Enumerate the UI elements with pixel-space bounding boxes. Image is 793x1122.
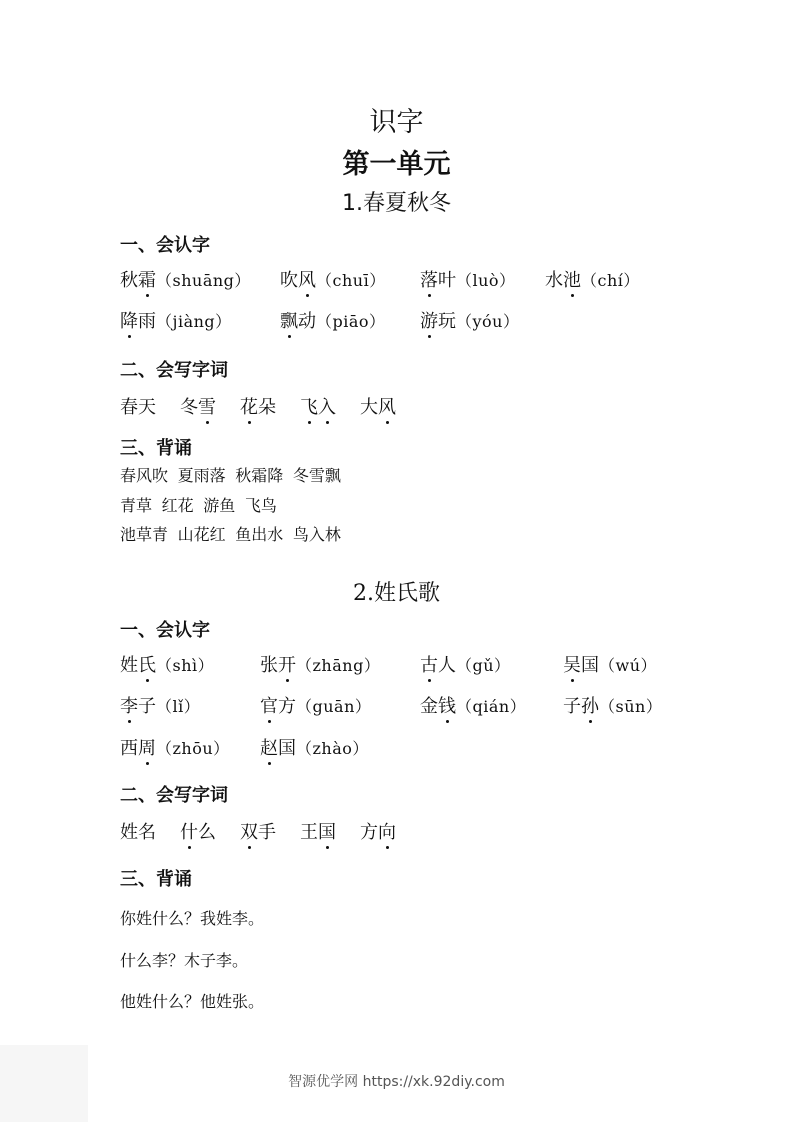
lesson2-section-recite: 三、背诵 (120, 869, 192, 890)
recite-line: 他姓什么？他姓张。 (120, 992, 265, 1011)
word-item: 方向 (360, 818, 396, 844)
unit-title: 第一单元 (342, 149, 451, 180)
vocab-item: 金钱（qián） (420, 692, 526, 718)
vocab-item: 降雨（jiàng） (120, 307, 232, 333)
word-item: 飞入 (300, 393, 336, 419)
lesson1-section-recite: 三、背诵 (120, 438, 192, 459)
vocab-item: 官方（guān） (260, 692, 371, 718)
vocab-item: 张开（zhāng） (260, 651, 380, 677)
vocab-item: 落叶（luò） (420, 266, 516, 292)
recite-line: 什么李？木子李。 (120, 951, 249, 970)
vocab-item: 吴国（wú） (563, 651, 657, 677)
word-item: 大风 (360, 393, 396, 419)
lesson2-section-recognize: 一、会认字 (120, 620, 210, 641)
word-item: 双手 (240, 818, 276, 844)
lesson1-section-recognize: 一、会认字 (120, 235, 210, 256)
vocab-item: 赵国（zhào） (260, 734, 369, 760)
recite-line: 池草青 山花红 鱼出水 鸟入林 (120, 525, 341, 544)
recite-line: 春风吹 夏雨落 秋霜降 冬雪飘 (120, 466, 341, 485)
vocab-item: 水池（chí） (545, 266, 640, 292)
vocab-item: 西周（zhōu） (120, 734, 230, 760)
lesson1-section-write: 二、会写字词 (120, 360, 228, 381)
vocab-item: 游玩（yóu） (420, 307, 519, 333)
vocab-item: 李子（lǐ） (120, 692, 200, 718)
recite-line: 你姓什么？我姓李。 (120, 909, 265, 928)
word-item: 花朵 (240, 393, 276, 419)
word-item: 冬雪 (180, 393, 216, 419)
lesson1-title: 1.春夏秋冬 (342, 191, 451, 216)
lesson2-section-write: 二、会写字词 (120, 785, 228, 806)
vocab-item: 子孙（sūn） (563, 692, 662, 718)
word-item: 春天 (120, 397, 156, 418)
vocab-item: 飘动（piāo） (280, 307, 386, 333)
page-title: 识字 (369, 107, 424, 138)
word-item: 王国 (300, 818, 336, 844)
lesson2-title: 2.姓氏歌 (353, 581, 440, 606)
recite-line: 青草 红花 游鱼 飞鸟 (120, 496, 277, 515)
word-item: 姓名 (120, 822, 156, 843)
vocab-item: 秋霜（shuāng） (120, 266, 251, 292)
vocab-item: 古人（gǔ） (420, 651, 511, 677)
footer-watermark: 智源优学网 https://xk.92diy.com (288, 1074, 505, 1090)
word-item: 什么 (180, 818, 216, 844)
vocab-item: 姓氏（shì） (120, 651, 214, 677)
vocab-item: 吹风（chuī） (280, 266, 386, 292)
